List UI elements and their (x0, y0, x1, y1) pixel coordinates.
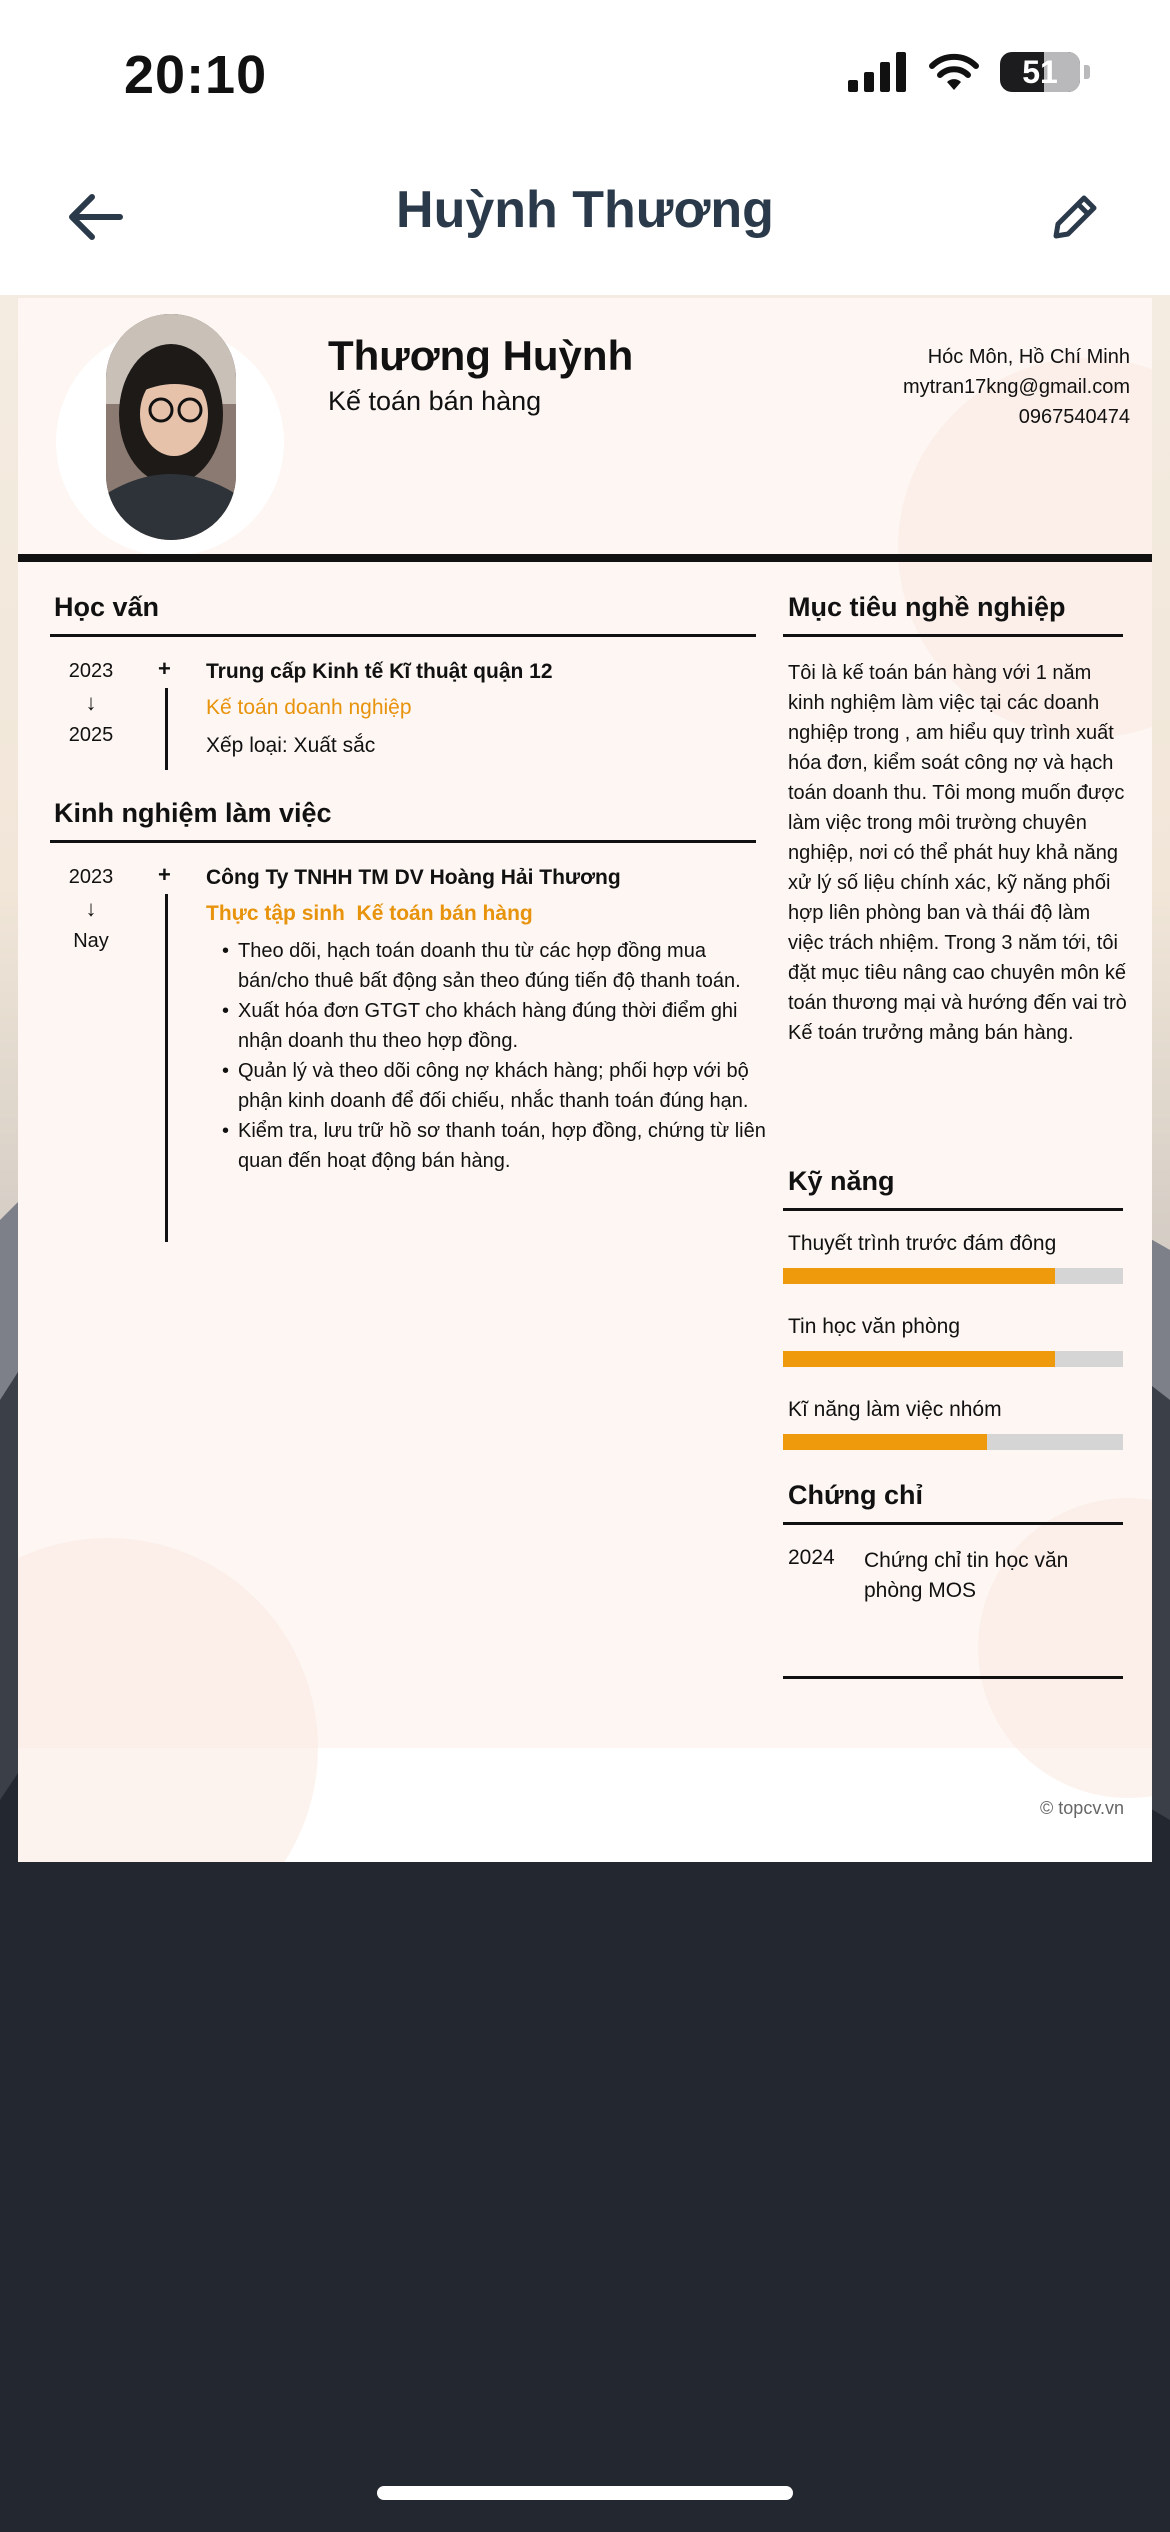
list-item: • Theo dõi, hạch toán doanh thu từ các hợp đồng mua bán/cho thuê bất động sản theo đúng tiến độ thanh toán. (222, 936, 768, 996)
education-major: Kế toán doanh nghiệp (206, 696, 412, 719)
skill-name: Thuyết trình trước đám đông (788, 1232, 1057, 1255)
contact-info (903, 342, 1130, 432)
divider (50, 634, 756, 637)
skills-title: Kỹ năng (788, 1166, 895, 1196)
divider (783, 1208, 1123, 1211)
list-item: • Quản lý và theo dõi công nợ khách hàng; phối hợp với bộ phận kinh doanh để đối chiếu, nhắc thanh toán đúng hạn. (222, 1056, 768, 1116)
skill-bar (783, 1268, 1123, 1284)
nav-bar (0, 150, 1170, 295)
status-icons (848, 52, 1090, 92)
battery-tip (1084, 65, 1090, 79)
signal-icon (848, 52, 908, 92)
contact-email: mytran17kng@gmail.com (902, 376, 1130, 398)
certificate-year: 2024 (788, 1546, 835, 1569)
list-item: • Xuất hóa đơn GTGT cho khách hàng đúng thời điểm ghi nhận doanh thu theo hợp đồng. (222, 996, 768, 1056)
battery-icon (1000, 52, 1080, 92)
divider (18, 554, 1152, 562)
divider (783, 1676, 1123, 1679)
education-school: Trung cấp Kinh tế Kĩ thuật quận 12 (206, 660, 553, 683)
skill-bar-fill (783, 1434, 987, 1450)
objective-title: Mục tiêu nghề nghiệp (788, 592, 1066, 622)
skill-name: Kĩ năng làm việc nhóm (788, 1398, 1002, 1421)
contact-address: Hóc Môn, Hồ Chí Minh (927, 346, 1130, 368)
skill-bar (783, 1434, 1123, 1450)
divider (50, 840, 756, 843)
timeline-line (165, 894, 168, 1242)
education-end-year: 2025 (68, 724, 114, 746)
status-bar (0, 0, 1170, 150)
objective-text: Tôi là kế toán bán hàng với 1 năm kinh nghiệm làm việc tại các doanh nghiệp trong , am hiểu quy trình xuất hóa đơn, kiểm soát công nợ và hạch toán doanh thu. Tôi mong muốn được làm việc trong môi trường chuyên nghiệp, nơi có thể phát huy khả năng xử lý số liệu chính xác, kỹ năng phối hợp liên phòng ban và thái độ làm việc trách nhiệm. Trong 3 năm tới, tôi đặt mục tiêu nâng cao chuyên môn kế toán thương mại và hướng đến vai trò Kế toán trưởng mảng bán hàng. (788, 662, 1127, 1044)
certificates-title: Chứng chỉ (788, 1480, 924, 1510)
experience-company: Công Ty TNHH TM DV Hoàng Hải Thương (206, 866, 621, 889)
pencil-icon (1048, 190, 1102, 244)
arrow-down-icon: ↓ (85, 690, 97, 715)
experience-duties (222, 936, 768, 1176)
experience-start-year: 2023 (68, 866, 114, 888)
skill-bar-fill (783, 1268, 1055, 1284)
wifi-icon (928, 52, 980, 92)
certificate-name: Chứng chỉ tin học văn phòng MOS (864, 1549, 1069, 1602)
experience-title: Kinh nghiệm làm việc (54, 798, 332, 828)
page-title: Huỳnh Thương (396, 181, 774, 239)
skill-name: Tin học văn phòng (788, 1315, 961, 1338)
experience-end-year: Nay (73, 930, 109, 952)
cv-document (18, 298, 1152, 1862)
education-grade: Xếp loại: Xuất sắc (206, 734, 376, 757)
plus-icon: + (158, 656, 171, 681)
arrow-down-icon: ↓ (85, 896, 97, 921)
education-title: Học vấn (54, 592, 160, 622)
cv-name: Thương Huỳnh (328, 332, 634, 379)
list-item: • Kiểm tra, lưu trữ hồ sơ thanh toán, hợp đồng, chứng từ liên quan đến hoạt động bán hàng. (222, 1116, 768, 1176)
home-indicator[interactable] (377, 2486, 793, 2500)
plus-icon: + (158, 862, 171, 887)
watermark: © topcv.vn (1040, 1798, 1124, 1818)
battery-level: 51 (1022, 53, 1058, 90)
cv-role: Kế toán bán hàng (328, 386, 542, 416)
experience-position: Thực tập sinh Kế toán bán hàng (206, 902, 533, 925)
skill-bar-fill (783, 1351, 1055, 1367)
divider (783, 634, 1123, 637)
avatar (106, 314, 236, 540)
timeline-line (165, 688, 168, 770)
edit-button[interactable] (1040, 182, 1110, 252)
status-time: 20:10 (124, 45, 268, 105)
portrait-photo (106, 314, 236, 540)
divider (783, 1522, 1123, 1525)
skill-bar (783, 1351, 1123, 1367)
contact-phone: 0967540474 (1018, 406, 1130, 428)
education-start-year: 2023 (68, 660, 114, 682)
